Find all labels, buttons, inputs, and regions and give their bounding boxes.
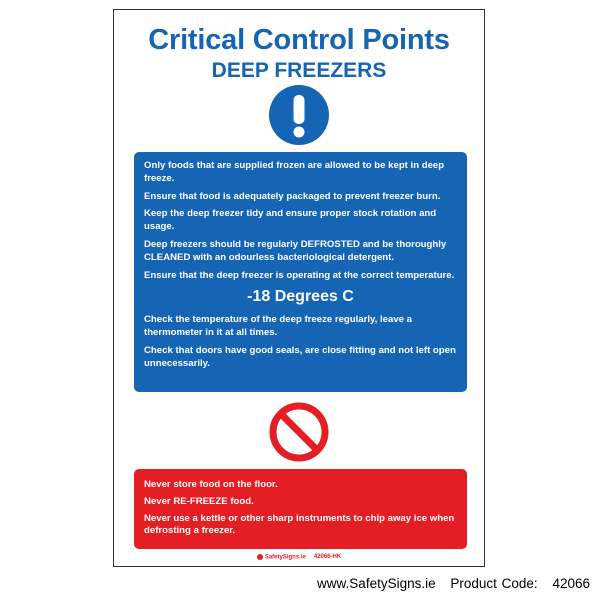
prohibition-text: Never store food on the floor.	[144, 479, 278, 490]
prohibitions-panel	[134, 469, 467, 549]
instruction-text: Ensure that the deep freezer is operating at the correct temperature.	[144, 269, 455, 281]
prohibition-text: Never RE-FREEZE food.	[144, 495, 254, 507]
sign-code: 42066-HK	[313, 554, 342, 560]
sign-subtitle: DEEP FREEZERS	[211, 59, 387, 82]
temperature-value: -18 Degrees C	[247, 288, 354, 306]
brand-logo-icon	[257, 554, 263, 560]
exclamation-mark-icon	[268, 84, 330, 146]
sign-title: Critical Control Points	[148, 24, 450, 56]
safety-sign	[113, 9, 485, 567]
prohibition-text: Never use a kettle or other sharp instruments to chip away ice when defrosting a freezer.	[144, 512, 455, 537]
prohibition-icon	[268, 401, 330, 463]
instruction-text: Check the temperature of the deep freeze regularly, leave a thermometer in it at all times.	[144, 314, 413, 339]
instructions-panel	[134, 152, 467, 392]
instruction-text: Check that doors have good seals, are close fitting and not left open unnecessarily.	[144, 344, 456, 369]
product-caption	[317, 576, 590, 591]
instruction-text: Keep the deep freezer tidy and ensure proper stock rotation and usage.	[144, 208, 437, 233]
product-code: 42066	[552, 576, 590, 591]
instruction-text: Ensure that food is adequately packaged to prevent freezer burn.	[144, 190, 441, 202]
instruction-text: Deep freezers should be regularly DEFROSTED and be thoroughly CLEANED with an odourless bacteriological detergent.	[144, 238, 447, 263]
instruction-text: Only foods that are supplied frozen are allowed to be kept in deep freeze.	[144, 160, 445, 184]
product-code-label: Product Code:	[450, 576, 538, 591]
sign-footer	[114, 552, 484, 562]
website-text: www.SafetySigns.ie	[317, 576, 436, 591]
brand-logo: SafetySigns.ie	[257, 554, 306, 561]
